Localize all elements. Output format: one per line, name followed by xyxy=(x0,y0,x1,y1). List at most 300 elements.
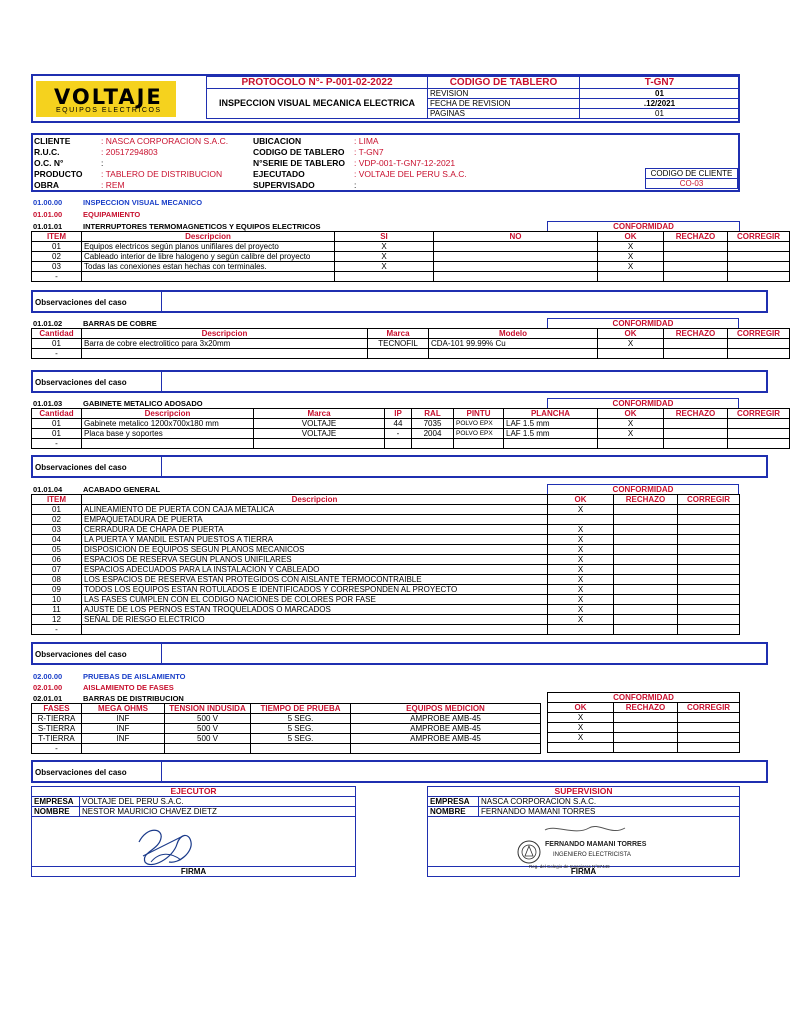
cell-desc: AJUSTE DE LOS PERNOS ESTAN TROQUELADOS O MARCADOS xyxy=(82,605,548,615)
col-fases: FASES xyxy=(32,704,82,714)
col-rechazo: RECHAZO xyxy=(614,495,678,505)
revision-label: REVISION xyxy=(428,89,580,99)
logo-brand: VOLTAJE xyxy=(54,85,163,109)
col-cantidad: Cantidad xyxy=(32,329,82,339)
cell-rechazo xyxy=(614,605,678,615)
col-rechazo: RECHAZO xyxy=(664,329,728,339)
cell-rechazo xyxy=(664,262,728,272)
obra-value: REM xyxy=(105,180,125,190)
cell-cantidad: - xyxy=(32,439,82,449)
observaciones-input[interactable] xyxy=(161,457,766,476)
table-row xyxy=(32,262,790,272)
cell-ok: X xyxy=(548,595,614,605)
empresa-supervision: NASCA CORPORACION S.A.C. xyxy=(479,797,740,807)
cell-rechazo xyxy=(614,545,678,555)
cell-desc: ESPACIOS DE RESERVA SEGUN PLANOS UNIFILARES xyxy=(82,555,548,565)
cell-modelo: CDA-101 99.99% Cu xyxy=(429,339,598,349)
cell-item: 06 xyxy=(32,555,82,565)
observaciones-label: Observaciones del caso xyxy=(35,378,127,387)
cell-si: X xyxy=(335,262,434,272)
cell-pintu: POLVO EPX xyxy=(454,419,504,429)
cell-tension: 500 V xyxy=(165,724,251,734)
cell-item: 07 xyxy=(32,565,82,575)
colon: : xyxy=(101,180,104,190)
title-inspeccion: INSPECCION VISUAL MECANICO xyxy=(83,198,203,207)
empresa-label: EMPRESA xyxy=(32,797,80,807)
cell-ok: X xyxy=(598,339,664,349)
empresa-ejecutor: VOLTAJE DEL PERU S.A.C. xyxy=(80,797,356,807)
cell-item: 02 xyxy=(32,252,82,262)
col-mega: MEGA OHMS xyxy=(82,704,165,714)
nombre-label: NOMBRE xyxy=(32,807,80,817)
cell-tiempo: 5 SEG. xyxy=(251,734,351,744)
col-si: SI xyxy=(335,232,434,242)
firma-label: FIRMA xyxy=(428,867,740,877)
cell-rechazo xyxy=(614,525,678,535)
table-row xyxy=(32,272,790,282)
cell-fase: T-TIERRA xyxy=(32,734,82,744)
cell-ok: X xyxy=(548,723,614,733)
fecha-value: .12/2021 xyxy=(580,99,740,109)
cell-rechazo xyxy=(614,535,678,545)
cell-item: 03 xyxy=(32,262,82,272)
observaciones-2 xyxy=(31,370,768,393)
table-gabinete xyxy=(31,408,790,449)
col-cantidad: Cantidad xyxy=(32,409,82,419)
observaciones-4 xyxy=(31,642,768,665)
title-gabinete: GABINETE METALICO ADOSADO xyxy=(83,399,203,408)
col-equipos: EQUIPOS MEDICION xyxy=(351,704,541,714)
paginas-label: PAGINAS xyxy=(428,109,580,119)
observaciones-label: Observaciones del caso xyxy=(35,463,127,472)
title-pruebas: PRUEBAS DE AISLAMIENTO xyxy=(83,672,186,681)
cell-ok: X xyxy=(548,575,614,585)
empresa-label: EMPRESA xyxy=(428,797,479,807)
title-equipamiento: EQUIPAMIENTO xyxy=(83,210,141,219)
conformidad-label: CONFORMIDAD xyxy=(548,319,739,329)
codtab-label: CODIGO DE TABLERO xyxy=(253,147,345,157)
fecha-label: FECHA DE REVISION xyxy=(428,99,580,109)
cliente-label: CLIENTE xyxy=(34,136,71,146)
code-010000: 01.00.00 xyxy=(33,198,63,207)
codcliente-value: CO-03 xyxy=(646,179,738,189)
cell-ok: X xyxy=(598,262,664,272)
cell-fase: S-TIERRA xyxy=(32,724,82,734)
info-labels-left xyxy=(34,136,83,191)
table-barras xyxy=(31,328,790,359)
cell-plancha: LAF 1.5 mm xyxy=(504,429,598,439)
cell-item: 11 xyxy=(32,605,82,615)
cell-corregir xyxy=(678,545,740,555)
serie-value: VDP-001-T-GN7-12-2021 xyxy=(358,158,456,168)
cell-tension: 500 V xyxy=(165,714,251,724)
cell-marca: VOLTAJE xyxy=(254,419,385,429)
cell-ok: X xyxy=(598,242,664,252)
cell-cantidad: - xyxy=(32,349,82,359)
cell-item: 12 xyxy=(32,615,82,625)
producto-label: PRODUCTO xyxy=(34,169,83,179)
ejecutado-value: VOLTAJE DEL PERU S.A.C. xyxy=(358,169,467,179)
observaciones-label: Observaciones del caso xyxy=(35,768,127,777)
cell-ral: 2004 xyxy=(412,429,454,439)
cell-desc: Equipos electricos según planos unifilares del proyecto xyxy=(82,242,335,252)
table-row xyxy=(32,744,541,754)
cell-corregir xyxy=(678,595,740,605)
supervisado-label: SUPERVISADO xyxy=(253,180,315,190)
cell-no xyxy=(434,262,598,272)
cell-corregir xyxy=(728,242,790,252)
cell-rechazo xyxy=(614,555,678,565)
obra-label: OBRA xyxy=(34,180,60,190)
doc-title: INSPECCION VISUAL MECANICA ELECTRICA xyxy=(207,89,428,119)
cell-rechazo xyxy=(664,242,728,252)
cell-equipo: AMPROBE AMB-45 xyxy=(351,734,541,744)
table-row xyxy=(32,505,740,515)
codigo-tablero: T-GN7 xyxy=(580,77,740,89)
title-acabado: ACABADO GENERAL xyxy=(83,485,161,494)
col-ral: RAL xyxy=(412,409,454,419)
cell-ip: 44 xyxy=(385,419,412,429)
signature-ejecutor xyxy=(133,822,197,870)
nombre-supervision: FERNANDO MAMANI TORRES xyxy=(479,807,740,817)
table-row xyxy=(32,439,790,449)
code-020100: 02.01.00 xyxy=(33,683,63,692)
observaciones-label: Observaciones del caso xyxy=(35,298,127,307)
stamp-reg: Reg. del Colegio de Ingenieros N°87449 xyxy=(529,864,610,869)
cell-mega: INF xyxy=(82,724,165,734)
ejecutor-label: EJECUTOR xyxy=(32,787,356,797)
cell-corregir xyxy=(678,585,740,595)
cell-marca: VOLTAJE xyxy=(254,429,385,439)
col-desc: Descripcion xyxy=(82,495,548,505)
cliente-value: NASCA CORPORACION S.A.C. xyxy=(105,136,229,146)
col-item: ITEM xyxy=(32,232,82,242)
cell-corregir xyxy=(678,555,740,565)
cell-ok: X xyxy=(548,535,614,545)
col-marca: Marca xyxy=(254,409,385,419)
col-pintu: PINTU xyxy=(454,409,504,419)
col-desc: Descripcion xyxy=(82,409,254,419)
cell-corregir xyxy=(678,505,740,515)
observaciones-input[interactable] xyxy=(161,644,766,663)
code-020101: 02.01.01 xyxy=(33,694,63,703)
supervision-label: SUPERVISION xyxy=(428,787,740,797)
table-interruptores xyxy=(31,231,790,282)
col-corregir: CORREGIR xyxy=(728,329,790,339)
cell-ok: X xyxy=(548,555,614,565)
cell-corregir xyxy=(678,535,740,545)
table-row xyxy=(32,419,790,429)
cell-equipo: AMPROBE AMB-45 xyxy=(351,724,541,734)
cell-ok: X xyxy=(598,429,664,439)
code-010104: 01.01.04 xyxy=(33,485,63,494)
cell-item: - xyxy=(32,272,82,282)
colon: : xyxy=(101,158,104,168)
protocolo: PROTOCOLO N°- P-001-02-2022 xyxy=(207,77,428,89)
cell-item: 08 xyxy=(32,575,82,585)
table-row xyxy=(32,714,541,724)
ubicacion-value: LIMA xyxy=(358,136,379,146)
table-row xyxy=(32,339,790,349)
col-tension: TENSION INDUSIDA xyxy=(165,704,251,714)
observaciones-1 xyxy=(31,290,768,313)
col-rechazo: RECHAZO xyxy=(664,232,728,242)
observaciones-input[interactable] xyxy=(161,372,766,391)
cell-rechazo xyxy=(614,505,678,515)
cell-mega: INF xyxy=(82,734,165,744)
cell-rechazo xyxy=(664,252,728,262)
conformidad-label: CONFORMIDAD xyxy=(548,222,740,232)
table-row xyxy=(32,595,740,605)
col-marca: Marca xyxy=(368,329,429,339)
code-020000: 02.00.00 xyxy=(33,672,63,681)
col-ip: IP xyxy=(385,409,412,419)
cell-corregir xyxy=(678,575,740,585)
title-barras-distribucion: BARRAS DE DISTRIBUCION xyxy=(83,694,184,703)
title-aislamiento: AISLAMIENTO DE FASES xyxy=(83,683,174,692)
table-row xyxy=(32,525,740,535)
cell-ip: - xyxy=(385,429,412,439)
cell-equipo: AMPROBE AMB-45 xyxy=(351,714,541,724)
observaciones-5 xyxy=(31,760,768,783)
col-rechazo: RECHAZO xyxy=(664,409,728,419)
table-acabado xyxy=(31,494,740,635)
table-row xyxy=(32,585,740,595)
colon: : xyxy=(354,136,357,146)
col-tiempo: TIEMPO DE PRUEBA xyxy=(251,704,351,714)
cell-ok: X xyxy=(598,419,664,429)
codigo-tablero-label: CODIGO DE TABLERO xyxy=(428,77,580,89)
col-ok: OK xyxy=(548,703,614,713)
table-row xyxy=(548,713,740,723)
conformidad-label: CONFORMIDAD xyxy=(548,485,739,495)
col-ok: OK xyxy=(548,495,614,505)
conformidad-label: CONFORMIDAD xyxy=(548,693,740,703)
cell-desc: DISPOSICION DE EQUIPOS SEGUN PLANOS MECANICOS xyxy=(82,545,548,555)
cell-corregir xyxy=(678,615,740,625)
codigo-cliente-box xyxy=(645,168,738,189)
firma-label: FIRMA xyxy=(32,867,356,877)
table-row xyxy=(32,242,790,252)
cell-ok: X xyxy=(548,733,614,743)
cell-item: 04 xyxy=(32,535,82,545)
cell-desc: Gabinete metalico 1200x700x180 mm xyxy=(82,419,254,429)
table-row xyxy=(32,555,740,565)
cell-item: 01 xyxy=(32,242,82,252)
serie-label: N°SERIE DE TABLERO xyxy=(253,158,346,168)
col-corregir: CORREGIR xyxy=(678,495,740,505)
cell-rechazo xyxy=(614,565,678,575)
cell-desc: ESPACIOS ADECUADOS PARA LA INSTALACION Y CABLEADO xyxy=(82,565,548,575)
cell-item: 01 xyxy=(32,505,82,515)
table-row xyxy=(32,535,740,545)
col-no: NO xyxy=(434,232,598,242)
table-row xyxy=(32,724,541,734)
cell-desc: Todas las conexiones estan hechas con terminales. xyxy=(82,262,335,272)
cell-corregir xyxy=(678,525,740,535)
ejecutado-label: EJECUTADO xyxy=(253,169,305,179)
oc-label: O.C. N° xyxy=(34,158,64,168)
table-row xyxy=(32,615,740,625)
cell-ok xyxy=(548,515,614,525)
stamp-title: INGENIERO ELECTRICISTA xyxy=(553,852,631,858)
cell-fase: R-TIERRA xyxy=(32,714,82,724)
cell-rechazo xyxy=(614,515,678,525)
col-ok: OK xyxy=(598,329,664,339)
cell-corregir xyxy=(678,605,740,615)
cell-ok: X xyxy=(548,713,614,723)
ruc-value: 20517294803 xyxy=(105,147,158,157)
cell-cantidad: 01 xyxy=(32,419,82,429)
cell-ok: X xyxy=(548,585,614,595)
cell-item: 03 xyxy=(32,525,82,535)
table-aislamiento-conformidad xyxy=(547,692,740,753)
cell-desc: Cableado interior de libre halogeno y según calibre del proyecto xyxy=(82,252,335,262)
title-interruptores: INTERRUPTORES TERMOMAGNETICOS Y EQUIPOS ELECTRICOS xyxy=(83,222,321,231)
colon: : xyxy=(101,136,104,146)
table-row xyxy=(32,625,740,635)
cell-ok: X xyxy=(598,252,664,262)
table-row xyxy=(32,349,790,359)
col-desc: Descripcion xyxy=(82,329,368,339)
colon: : xyxy=(354,180,357,190)
cell-ok: X xyxy=(548,605,614,615)
info-values-right xyxy=(354,136,467,191)
cell-fase: - xyxy=(32,744,82,754)
col-modelo: Modelo xyxy=(429,329,598,339)
cell-desc: Barra de cobre electrolitico para 3x20mm xyxy=(82,339,368,349)
col-item: ITEM xyxy=(32,495,82,505)
title-barras-cobre: BARRAS DE COBRE xyxy=(83,319,157,328)
table-row xyxy=(32,565,740,575)
cell-rechazo xyxy=(614,595,678,605)
code-010100: 01.01.00 xyxy=(33,210,63,219)
nombre-ejecutor: NESTOR MAURICIO CHAVEZ DIETZ xyxy=(80,807,356,817)
codtab-value: T-GN7 xyxy=(358,147,384,157)
cell-corregir xyxy=(728,252,790,262)
cell-ok: X xyxy=(548,615,614,625)
cell-item: 05 xyxy=(32,545,82,555)
colon: : xyxy=(101,169,104,179)
ruc-label: R.U.C. xyxy=(34,147,60,157)
colon: : xyxy=(354,169,357,179)
cell-ok: X xyxy=(548,545,614,555)
observaciones-input[interactable] xyxy=(161,762,766,781)
info-values-left xyxy=(101,136,228,191)
codcliente-label: CODIGO DE CLIENTE xyxy=(646,169,738,179)
col-plancha: PLANCHA xyxy=(504,409,598,419)
cell-mega: INF xyxy=(82,714,165,724)
table-row xyxy=(32,734,541,744)
cell-item: 10 xyxy=(32,595,82,605)
cell-no xyxy=(434,242,598,252)
header-table xyxy=(206,76,740,119)
cell-si: X xyxy=(335,242,434,252)
cell-desc: Placa base y soportes xyxy=(82,429,254,439)
col-corregir: CORREGIR xyxy=(728,409,790,419)
table-row xyxy=(32,575,740,585)
cell-ok: X xyxy=(548,565,614,575)
stamp-supervision xyxy=(515,822,645,872)
cell-desc: TODOS LOS EQUIPOS ESTAN ROTULADOS E IDENTIFICADOS Y CORRESPONDEN AL PROYECTO xyxy=(82,585,548,595)
cell-cantidad: 01 xyxy=(32,429,82,439)
cell-ok: X xyxy=(548,525,614,535)
col-rechazo: RECHAZO xyxy=(614,703,678,713)
cell-desc: LA PUERTA Y MANDIL ESTAN PUESTOS A TIERRA xyxy=(82,535,548,545)
revision-value: 01 xyxy=(580,89,740,99)
cell-rechazo xyxy=(614,585,678,595)
cell-desc: LOS ESPACIOS DE RESERVA ESTAN PROTEGIDOS CON AISLANTE TERMOCONTRAIBLE xyxy=(82,575,548,585)
cell-pintu: POLVO EPX xyxy=(454,429,504,439)
observaciones-3 xyxy=(31,455,768,478)
observaciones-input[interactable] xyxy=(161,292,766,311)
cell-desc: SEÑAL DE RIESGO ELECTRICO xyxy=(82,615,548,625)
cell-ral: 7035 xyxy=(412,419,454,429)
observaciones-label: Observaciones del caso xyxy=(35,650,127,659)
col-desc: Descripcion xyxy=(82,232,335,242)
table-row xyxy=(548,723,740,733)
table-row xyxy=(32,515,740,525)
colon: : xyxy=(101,147,104,157)
cell-corregir xyxy=(678,515,740,525)
colon: : xyxy=(354,147,357,157)
table-row xyxy=(32,605,740,615)
cell-desc: ALINEAMIENTO DE PUERTA CON CAJA METALICA xyxy=(82,505,548,515)
cell-rechazo xyxy=(614,575,678,585)
table-row xyxy=(32,429,790,439)
code-010102: 01.01.02 xyxy=(33,319,63,328)
cell-item: 02 xyxy=(32,515,82,525)
col-ok: OK xyxy=(598,232,664,242)
nombre-label: NOMBRE xyxy=(428,807,479,817)
cell-si: X xyxy=(335,252,434,262)
col-ok: OK xyxy=(598,409,664,419)
conformidad-label: CONFORMIDAD xyxy=(548,399,739,409)
table-row xyxy=(548,733,740,743)
table-row xyxy=(32,252,790,262)
cell-no xyxy=(434,252,598,262)
table-aislamiento xyxy=(31,703,541,754)
cell-desc: CERRADURA DE CHAPA DE PUERTA xyxy=(82,525,548,535)
cell-cantidad: 01 xyxy=(32,339,82,349)
stamp-name: FERNANDO MAMANI TORRES xyxy=(545,841,647,848)
cell-desc: LAS FASES CUMPLEN CON EL CODIGO NACIONES DE COLORES POR FASE xyxy=(82,595,548,605)
col-corregir: CORREGIR xyxy=(728,232,790,242)
cell-plancha: LAF 1.5 mm xyxy=(504,419,598,429)
cell-marca: TECNOFIL xyxy=(368,339,429,349)
producto-value: TABLERO DE DISTRIBUCION xyxy=(105,169,223,179)
cell-tiempo: 5 SEG. xyxy=(251,714,351,724)
ubicacion-label: UBICACION xyxy=(253,136,302,146)
cell-corregir xyxy=(728,262,790,272)
cell-corregir xyxy=(678,565,740,575)
cell-desc: EMPAQUETADURA DE PUERTA xyxy=(82,515,548,525)
code-010103: 01.01.03 xyxy=(33,399,63,408)
cell-item: - xyxy=(32,625,82,635)
col-corregir: CORREGIR xyxy=(678,703,740,713)
colon: : xyxy=(354,158,357,168)
table-row xyxy=(32,545,740,555)
paginas-value: 01 xyxy=(580,109,740,119)
cell-item: 09 xyxy=(32,585,82,595)
logo xyxy=(36,81,176,117)
logo-sub: EQUIPOS ELECTRICOS xyxy=(56,107,162,114)
cell-rechazo xyxy=(614,615,678,625)
info-labels-right xyxy=(253,136,345,191)
cell-tiempo: 5 SEG. xyxy=(251,724,351,734)
code-010101: 01.01.01 xyxy=(33,222,63,231)
table-row xyxy=(548,743,740,753)
